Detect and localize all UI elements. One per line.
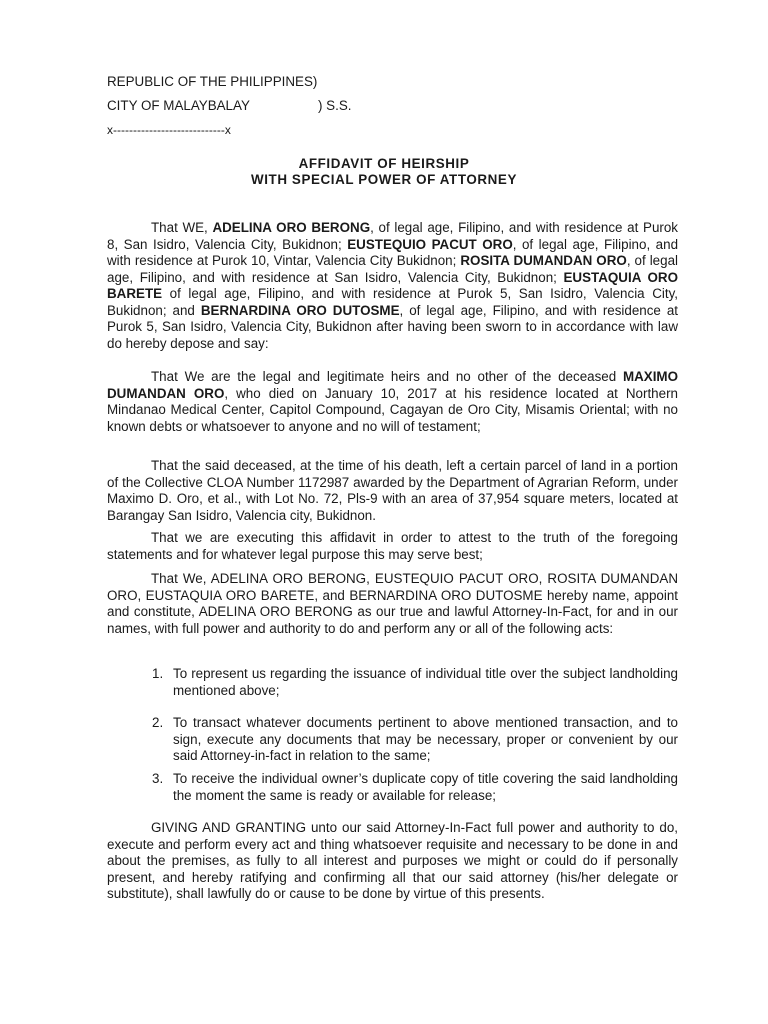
paragraph-purpose: That we are executing this affidavit in order to attest to the truth of the foregoing statements and for whatever legal purpose this may serve best;: [107, 530, 678, 562]
document-subtitle: WITH SPECIAL POWER OF ATTORNEY: [251, 172, 517, 187]
paragraph-granting: GIVING AND GRANTING unto our said Attorney-In-Fact full power and authority to do, execute and perform every act and thing whatsoever requisite and necessary to be done in and about the premises, as fully to all interest and purposes we might or could do if personally present, and hereby ratifying and confirming all that our said attorney (his/her delegate or substitute), shall lawfully do or cause to be done by virtue of this presents.: [107, 820, 678, 901]
paragraph-heirs: That We are the legal and legitimate heirs and no other of the deceased MAXIMO DUMANDAN ORO, who died on January 10, 2017 at his residence located at Northern Mindanao Medical Center, Capitol Compound, Cagayan de Oro City, Misamis Oriental; with no known debts or whatsoever to anyone and no will of testament;: [107, 369, 678, 434]
act-item: [152, 715, 678, 765]
paragraph-appointment: That We, ADELINA ORO BERONG, EUSTEQUIO PACUT ORO, ROSITA DUMANDAN ORO, EUSTAQUIA ORO BARETE, and BERNARDINA ORO DUTOSME hereby name, appoint and constitute, ADELINA ORO BERONG as our true and lawful Attorney-In-Fact, for and in our names, with full power and authority to do and perform any or all of the following acts:: [107, 571, 678, 636]
header-ss: ) S.S.: [318, 98, 352, 113]
act-item: [152, 771, 678, 804]
paragraph-property: That the said deceased, at the time of his death, left a certain parcel of land in a portion of the Collective CLOA Number 1172987 awarded by the Department of Agrarian Reform, under Maximo D. Oro, et al., with Lot No. 72, Pls-9 with an area of 37,954 square meters, located at Barangay San Isidro, Valencia city, Bukidnon.: [107, 458, 678, 523]
paragraph-parties: That WE, ADELINA ORO BERONG, of legal age, Filipino, and with residence at Purok 8, San Isidro, Valencia City, Bukidnon; EUSTEQUIO PACUT ORO, of legal age, Filipino, and with residence at Purok 10, Vintar, Valencia City Bukidnon; ROSITA DUMANDAN ORO, of legal age, Filipino, and with residence at San Isidro, Valencia City, Bukidnon; EUSTAQUIA ORO BARETE of legal age, Filipino, and with residence at Purok 5, San Isidro, Valencia City, Bukidnon; and BERNARDINA ORO DUTOSME, of legal age, Filipino, and with residence at Purok 5, San Isidro, Valencia City, Bukidnon after having been sworn to in accordance with law do hereby depose and say:: [107, 220, 679, 351]
act-number: 2.: [152, 715, 164, 730]
party-name: ROSITA DUMANDAN ORO: [460, 253, 627, 268]
act-text: To receive the individual owner’s duplicate copy of title covering the said landholding the moment the same is ready or available for release;: [173, 771, 678, 803]
act-text: To transact whatever documents pertinent to above mentioned transaction, and to sign, execute any documents that may be necessary, proper or convenient by our said Attorney-in-fact in relation to the same;: [173, 715, 678, 763]
act-number: 1.: [152, 666, 164, 681]
document-title: AFFIDAVIT OF HEIRSHIP: [298, 156, 470, 171]
party-name: BERNARDINA ORO DUTOSME: [200, 302, 400, 318]
party-name: ADELINA ORO BERONG: [212, 220, 371, 235]
act-item: [152, 666, 678, 699]
header-republic: REPUBLIC OF THE PHILIPPINES): [107, 74, 318, 89]
party-name: EUSTAQUIA ORO BARETE: [107, 269, 678, 301]
act-number: 3.: [152, 771, 164, 786]
header-city: CITY OF MALAYBALAY: [107, 98, 250, 113]
header-separator: x----------------------------x: [107, 123, 231, 137]
act-text: To represent us regarding the issuance of individual title over the subject landholding mentioned above;: [173, 666, 678, 698]
deceased-name: MAXIMO DUMANDAN ORO: [107, 369, 678, 401]
party-name: EUSTEQUIO PACUT ORO: [347, 236, 513, 252]
